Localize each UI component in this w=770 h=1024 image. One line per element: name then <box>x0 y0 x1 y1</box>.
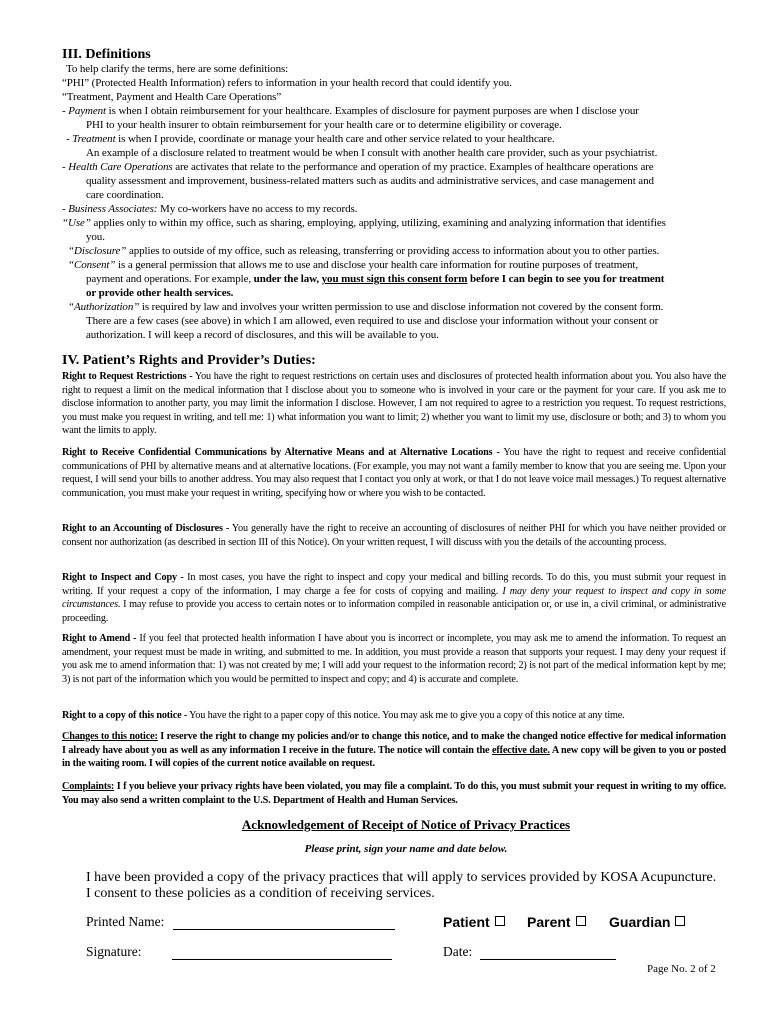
date-label: Date: <box>443 944 473 959</box>
guardian-checkbox-icon[interactable] <box>675 916 685 926</box>
definition-line: or provide other health services. <box>86 287 234 299</box>
right-accounting-text: You generally have the right to receive an accounting of disclosures of neither PHI for which you have neither provided or consent nor authorization (as described in section III of this Notice). On your written request, I will discuss with you the details of the accounting process. <box>62 523 726 548</box>
right-confidential-heading: Right to Receive Confidential Communications by Alternative Means and at Alternative Locations - <box>62 447 500 458</box>
right-restrictions-heading: Right to Request Restrictions - <box>62 371 193 382</box>
complaints-text: I f you believe your privacy rights have been violated, you may file a complaint. To do this, you must submit your request in writing to my office. You may also send a written complaint to the U.S. Department of Health and Human Services. <box>62 781 726 806</box>
definition-line: - Treatment is when I provide, coordinate or manage your health care and other service related to your healthcare. <box>66 133 555 145</box>
right-amend-text: If you feel that protected health information I have about you is incorrect or incomplete, you may ask me to amend the information. To request an amendment, your request must be made in writing, and submitted to me. In addition, you must provide a reason that supports your request. I may deny your request if you ask me to amend information that: 1) was not created by me; I will add your request to the information record; 2) is not part of the medical information kept by me; 3) is not part of the information which you would be permitted to inspect and copy; and 4) is accurate and complete. <box>62 633 727 685</box>
patient-option[interactable] <box>443 914 505 930</box>
right-restrictions-paragraph <box>62 370 726 438</box>
printed-name-field[interactable] <box>173 929 395 930</box>
parent-checkbox-icon[interactable] <box>576 916 586 926</box>
right-amend-paragraph <box>62 632 726 686</box>
patient-label: Patient <box>443 914 490 930</box>
right-copy-heading: Right to a copy of this notice - <box>62 710 188 721</box>
definition-line: An example of a disclosure related to treatment would be when I consult with another health care provider, such as your psychiatrist. <box>86 147 658 159</box>
acknowledgement-subtitle: Please print, sign your name and date below. <box>304 843 508 855</box>
section-definitions-title: III. Definitions <box>62 47 151 62</box>
guardian-option[interactable] <box>609 914 685 930</box>
definition-line: authorization. I will keep a record of disclosures, and this will be available to you. <box>86 329 439 341</box>
right-inspect-tail-text: I may refuse to provide you access to certain notes or to information compiled in reasonable anticipation or, or use in, a civil criminal, or administrative proceeding. <box>62 599 726 624</box>
right-inspect-italic-text: I may deny your request to inspect and copy in some circumstances. <box>62 585 726 611</box>
definition-line: “Authorization” is required by law and involves your written permission to use and disclose information not covered by the consent form. <box>68 301 664 313</box>
definition-line: “Disclosure” applies to outside of my office, such as releasing, transferring or providing access to information about you to other parties. <box>68 245 660 257</box>
right-amend-heading: Right to Amend - <box>62 633 137 644</box>
definition-line: “Treatment, Payment and Health Care Operations” <box>62 91 282 103</box>
right-restrictions-text: You have the right to request restrictions on certain uses and disclosures of protected health information about you. You also have the right to request a limit on the medical information that I disclose about you to someone who is involved in your care or the payment for your care. If you ask me to disclose information to another party, you may limit the information I disclose. However, I am not required to agree to a restriction you request. To request restrictions, you must make you request in writing, and tell me: 1) what information you want to limit; 2) whether you want to limit my use, disclosure or both; and 3) to whom you want the limits to apply. <box>62 371 726 437</box>
parent-label: Parent <box>527 914 571 930</box>
right-copy-paragraph <box>62 709 726 723</box>
definition-line: “PHI” (Protected Health Information) refers to information in your health record that could identify you. <box>62 77 512 89</box>
definition-line: care coordination. <box>86 189 164 201</box>
section-rights-title: IV. Patient’s Rights and Provider’s Duties: <box>62 353 316 368</box>
right-inspect-text: In most cases, you have the right to inspect and copy your medical and billing records. To do this, you must submit your request in writing. If your request a copy of the information, I may charge a fee for costs of copying and mailing. <box>62 572 726 597</box>
changes-tail-text: A new copy will be given to you or posted in the waiting room. I will copies of the current notice available on request. <box>62 744 726 770</box>
definition-line: you. <box>86 231 105 243</box>
right-accounting-heading: Right to an Accounting of Disclosures - <box>62 523 230 534</box>
right-confidential-paragraph <box>62 446 726 500</box>
complaints-paragraph <box>62 780 726 807</box>
changes-text: I reserve the right to change my policies and/or to change this notice, and to make the changed notice effective for medical information I already have about you as well as any information I receive in the future. The notice will contain the <box>62 731 726 756</box>
printed-name-label: Printed Name: <box>86 914 165 929</box>
parent-option[interactable] <box>527 914 586 930</box>
definition-line: To help clarify the terms, here are some definitions: <box>66 63 289 75</box>
patient-checkbox-icon[interactable] <box>495 916 505 926</box>
right-copy-text: You have the right to a paper copy of this notice. You may ask me to give you a copy of this notice at any time. <box>189 710 625 721</box>
consent-line-1: I have been provided a copy of the privacy practices that will apply to services provided by KOSA Acupuncture. <box>86 870 717 885</box>
changes-paragraph <box>62 730 726 771</box>
definition-line: - Business Associates: My co-workers have no access to my records. <box>62 203 358 215</box>
definition-line: “Use” applies only to within my office, such as sharing, employing, applying, utilizing, examining and analyzing information that identifies <box>62 217 666 229</box>
definition-line: - Payment is when I obtain reimbursement for your healthcare. Examples of disclosure for payment purposes are when I disclose your <box>62 105 639 117</box>
definition-line: There are a few cases (see above) in which I am allowed, even required to use and disclose your information without your consent or <box>86 315 659 327</box>
guardian-label: Guardian <box>609 914 671 930</box>
consent-line-2: I consent to these policies as a condition of receiving services. <box>86 886 435 901</box>
signature-label: Signature: <box>86 944 142 959</box>
right-inspect-paragraph <box>62 571 726 625</box>
page-number: Page No. 2 of 2 <box>647 963 716 975</box>
right-accounting-paragraph <box>62 522 726 549</box>
right-inspect-heading: Right to Inspect and Copy - <box>62 572 184 583</box>
definition-line: payment and operations. For example, under the law, you must sign this consent form before I can begin to see you for treatment <box>86 273 665 285</box>
signature-field[interactable] <box>172 959 392 960</box>
right-confidential-text: You have the right to request and receive confidential communications of PHI by alternative means and at alternative locations. (For example, you may not want a family member to know that you are seeing me. Upon your request, I will send your bills to another address. You may also request that I contact you only at work, or that I do not leave voice mail messages.) To request alternative communication, you must make your request in writing, specifying how or where you wish to be contacted. <box>62 447 726 499</box>
acknowledgement-title: Acknowledgement of Receipt of Notice of Privacy Practices <box>241 817 571 832</box>
definition-line: quality assessment and improvement, business-related matters such as audits and administrative services, and case management and <box>86 175 654 187</box>
definition-line: “Consent” is a general permission that allows me to use and disclose your health care information for routine purposes of treatment, <box>68 259 638 271</box>
changes-heading: Changes to this notice: <box>62 731 158 742</box>
changes-effective-date: effective date. <box>491 744 550 756</box>
definition-line: - Health Care Operations are activates that relate to the performance and operation of my practice. Examples of healthcare operations are <box>62 161 654 173</box>
definition-line: PHI to your health insurer to obtain reimbursement for your health care or to determine eligibility or coverage. <box>86 119 562 131</box>
complaints-heading: Complaints: <box>62 781 115 792</box>
date-field[interactable] <box>480 959 616 960</box>
